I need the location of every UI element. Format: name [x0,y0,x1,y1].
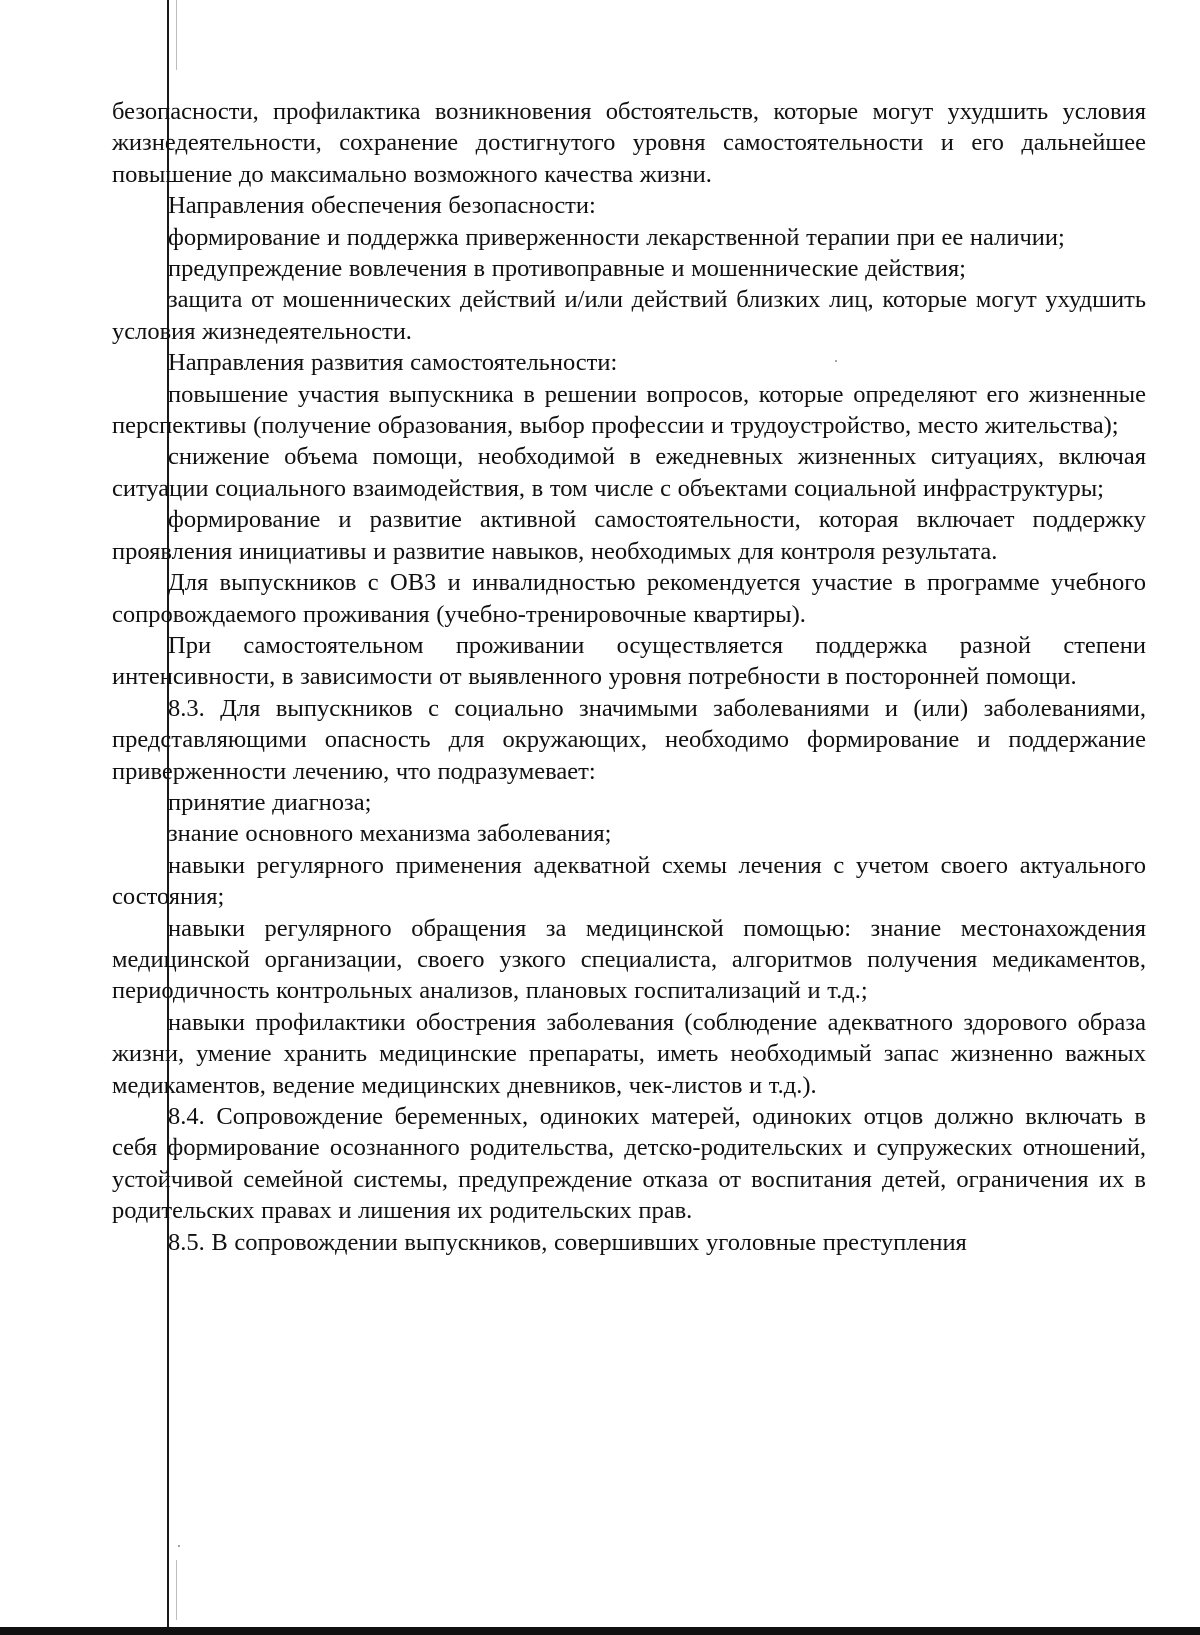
paragraph-safety-heading: Направления обеспечения безопасности: [168,192,596,220]
scan-bottom-edge [0,1627,1200,1635]
faint-margin-line-bottom [176,1560,177,1620]
paragraph-independence-heading: Направления развития самостоятельности: [168,349,618,377]
scan-speck [835,360,837,362]
paragraph-disability-housing: Для выпускников с ОВЗ и инвалидностью рекомендуется участие в программе учебного сопровождаемого проживания (учебно-тренировочные квартиры). [112,569,1146,628]
paragraph-active-independence: формирование и развитие активной самостоятельности, которая включает поддержку проявления инициативы и развитие навыков, необходимых для контроля результата. [112,506,1146,565]
paragraph-independent-living: При самостоятельном проживании осуществляется поддержка разной степени интенсивности, в зависимости от выявленного уровня потребности в посторонней помощи. [112,631,1146,691]
paragraph-treatment-skills: навыки регулярного применения адекватной схемы лечения с учетом своего актуального состояния; [112,851,1146,911]
scan-speck [178,1545,180,1547]
paragraph-prevention-skills: навыки профилактики обострения заболевания (соблюдение адекватного здорового образа жизни, умение хранить медицинские препараты, иметь необходимый запас жизненно важных медикаментов, ведение медицинских дневников, чек-листов и т.д.). [112,1008,1146,1099]
faint-margin-line-top [176,0,177,70]
paragraph-section-8-4: 8.4. Сопровождение беременных, одиноких матерей, одиноких отцов должно включать в себя формирование осознанного родительства, детско-родительских и супружеских отношений, устойчивой семейной системы, предупреждение отказа от воспитания детей, ограничения их в родительских правах и лишения их родительских прав. [112,1103,1146,1225]
paragraph-fraud-protection: защита от мошеннических действий и/или действий близких лиц, которые могут ухудшить условия жизнедеятельности. [112,286,1146,345]
paragraph-fraud-prevention: предупреждение вовлечения в противоправные и мошеннические действия; [168,255,966,283]
paragraph-disease-knowledge: знание основного механизма заболевания; [168,820,612,848]
paragraph-medical-help-skills: навыки регулярного обращения за медицинской помощью: знание местонахождения медицинской организации, своего узкого специалиста, алгоритмов получения медикаментов, периодичность контрольных анализов, плановых госпитализаций и т.д.; [112,914,1146,1005]
paragraph-diagnosis-acceptance: принятие диагноза; [168,788,372,816]
document-body [112,96,1146,1258]
paragraph-section-8-3: 8.3. Для выпускников с социально значимыми заболеваниями и (или) заболеваниями, представляющими опасность для окружающих, необходимо формирование и поддержание приверженности лечению, что подразумевает: [112,694,1146,785]
paragraph-participation: повышение участия выпускника в решении вопросов, которые определяют его жизненные перспективы (получение образования, выбор профессии и трудоустройство, место жительства); [112,380,1146,440]
paragraph-section-8-5: 8.5. В сопровождении выпускников, совершивших уголовные преступления [168,1228,967,1256]
paragraph-therapy-adherence: формирование и поддержка приверженности лекарственной терапии при ее наличии; [168,223,1065,251]
paragraph-safety-continuation: безопасности, профилактика возникновения обстоятельств, которые могут ухудшить условия жизнедеятельности, сохранение достигнутого уровня самостоятельности и его дальнейшее повышение до максимально возможного качества жизни. [112,98,1146,188]
paragraph-assistance-reduction: снижение объема помощи, необходимой в ежедневных жизненных ситуациях, включая ситуации социального взаимодействия, в том числе с объектами социальной инфраструктуры; [112,443,1146,502]
